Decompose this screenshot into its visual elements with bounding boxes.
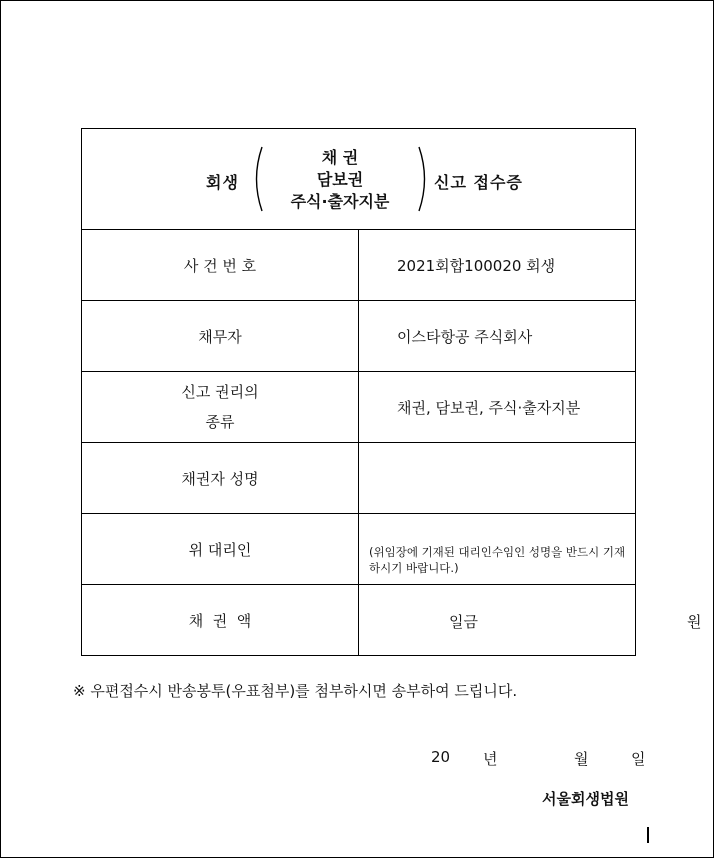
rights-type-label bbox=[82, 372, 359, 443]
title-right: 신고 접수증 bbox=[434, 173, 523, 192]
deputy-note: (위임장에 기재된 대리인수임인 성명을 반드시 기재하시기 바랍니다.) bbox=[369, 545, 626, 575]
date-day-unit: 일 bbox=[631, 750, 646, 768]
creditor-name-field[interactable] bbox=[359, 443, 636, 514]
rights-type-label-line1: 신고 권리의 bbox=[181, 383, 259, 401]
case-number-label: 사 건 번 호 bbox=[82, 230, 359, 301]
receipt-form-table bbox=[81, 128, 702, 656]
amount-prefix: 일금 bbox=[449, 613, 478, 631]
rights-type-label-line2: 종류 bbox=[205, 413, 235, 431]
left-bracket-icon bbox=[250, 146, 264, 212]
text-cursor bbox=[647, 827, 649, 843]
creditor-name-label: 채권자 성명 bbox=[82, 443, 359, 514]
amount-unit: 원 bbox=[687, 613, 702, 631]
title-type-claim: 채 권 bbox=[321, 148, 359, 167]
deputy-label: 위 대리인 bbox=[82, 514, 359, 585]
claim-amount-field[interactable] bbox=[359, 585, 702, 656]
claim-amount-label: 채 권 액 bbox=[82, 585, 359, 656]
title-claim-types bbox=[270, 147, 410, 213]
right-bracket-icon bbox=[417, 146, 431, 212]
title-left: 회생 bbox=[206, 173, 239, 192]
title-cell bbox=[82, 129, 636, 230]
deputy-field[interactable] bbox=[359, 514, 636, 585]
case-number-value: 2021회합100020 회생 bbox=[359, 230, 636, 301]
title-type-equity: 주식·출자지분 bbox=[290, 192, 390, 211]
date-year-unit: 년 bbox=[483, 750, 498, 768]
mail-footnote: ※ 우편접수시 반송봉투(우표첨부)를 첨부하시면 송부하여 드립니다. bbox=[73, 682, 518, 700]
date-month-unit: 월 bbox=[574, 750, 589, 768]
debtor-value: 이스타항공 주식회사 bbox=[359, 301, 636, 372]
rights-type-value: 채권, 담보권, 주식·출자지분 bbox=[359, 372, 636, 443]
title-type-security: 담보권 bbox=[316, 170, 364, 189]
court-name: 서울회생법원 bbox=[542, 790, 629, 808]
date-year: 20 bbox=[431, 748, 451, 766]
debtor-label: 채무자 bbox=[82, 301, 359, 372]
